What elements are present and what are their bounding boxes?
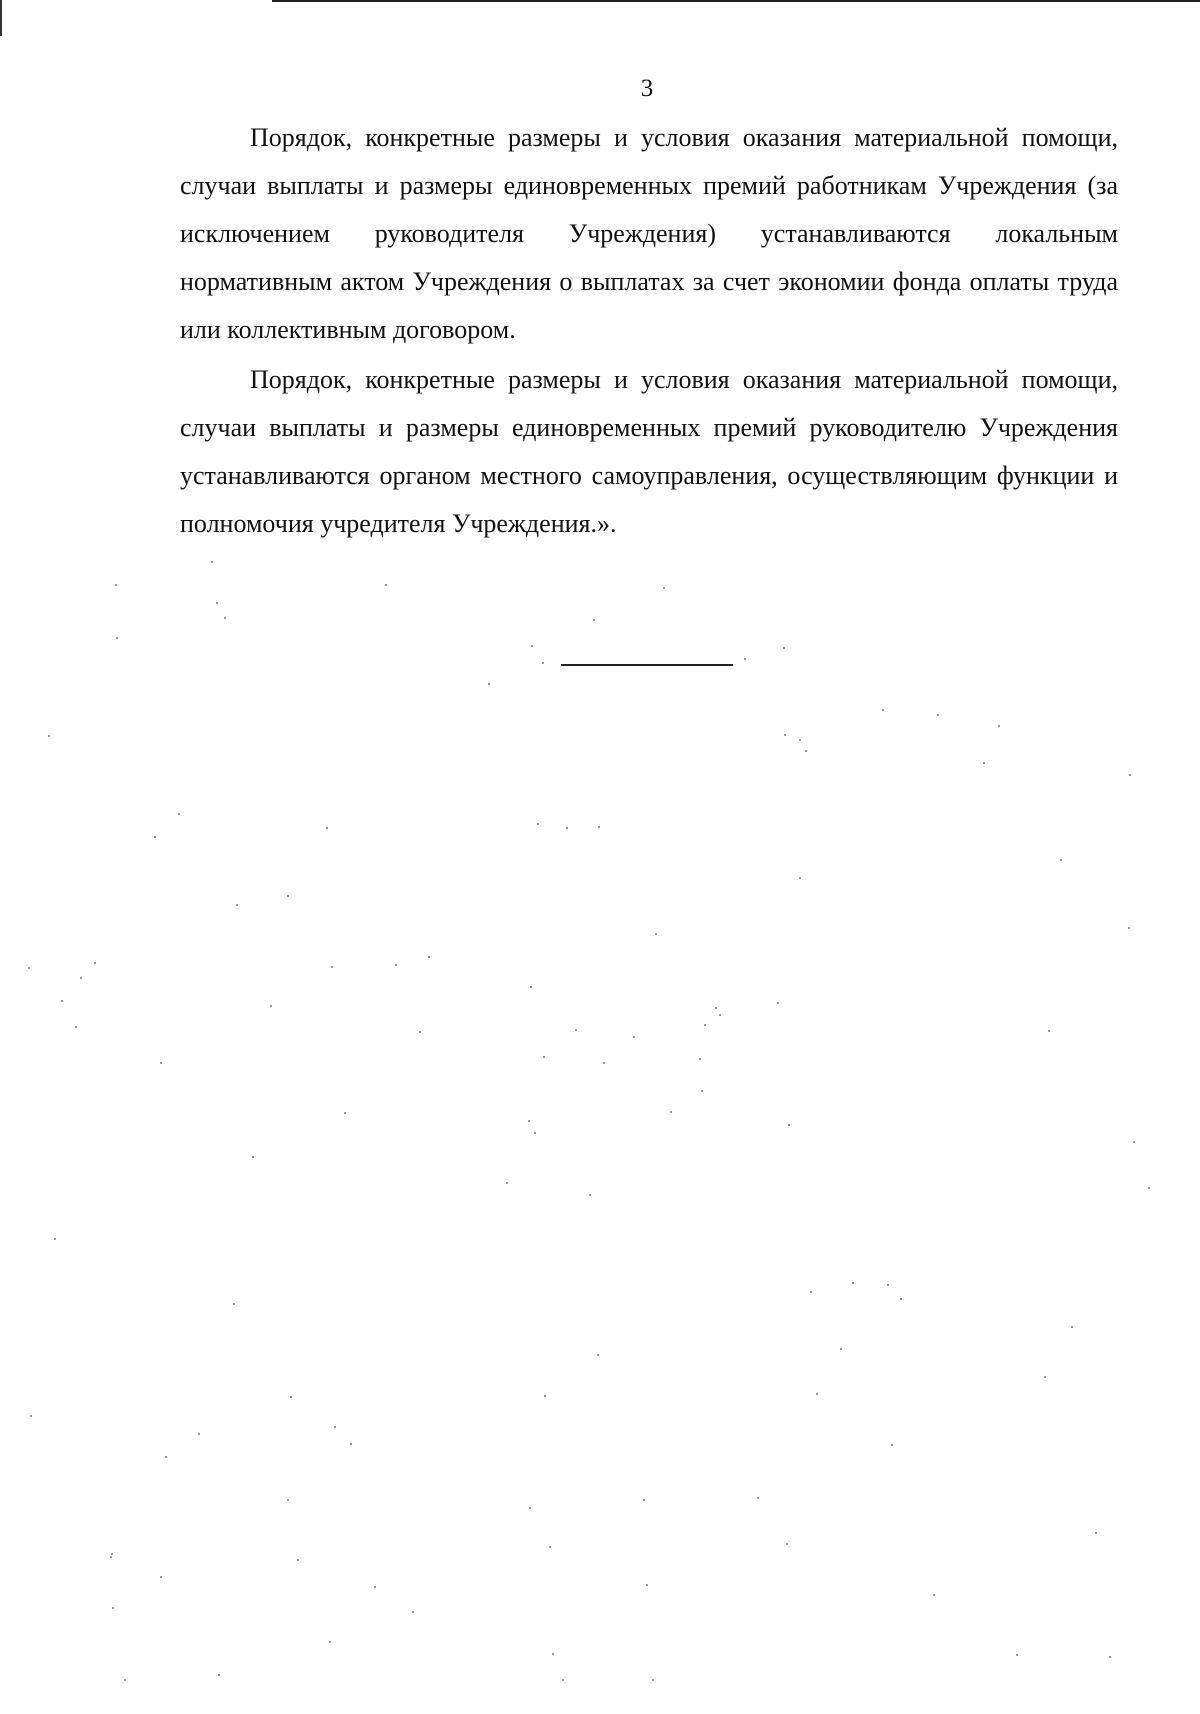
scan-speck: [719, 1014, 721, 1016]
scan-speck: [937, 714, 939, 716]
scan-speck: [218, 1674, 220, 1676]
scan-speck: [1133, 1141, 1135, 1143]
scan-speck: [28, 967, 30, 969]
scan-speck: [799, 877, 801, 879]
scan-speck: [852, 1282, 854, 1284]
scan-speck: [165, 1456, 167, 1458]
scan-speck: [160, 1062, 162, 1064]
scan-speck: [816, 1393, 818, 1395]
scan-speck: [350, 1443, 352, 1445]
scan-speck: [1128, 927, 1130, 929]
scan-speck: [784, 734, 786, 736]
scan-speck: [154, 836, 156, 838]
scan-speck: [344, 1112, 346, 1114]
scan-speck: [110, 1556, 112, 1558]
scan-speck: [704, 1024, 706, 1026]
scan-speck: [537, 823, 539, 825]
scan-speck: [598, 826, 600, 828]
scan-speck: [891, 1444, 893, 1446]
scan-speck: [652, 1679, 654, 1681]
scan-speck: [1071, 1326, 1073, 1328]
scan-speck: [788, 1124, 790, 1126]
scan-speck: [111, 1553, 113, 1555]
paragraph-employees-bonuses: Порядок, конкретные размеры и условия оказания материальной помощи, случаи выплаты и размеры единовременных премий работникам Учреждения (за исключением руководителя Учреждения) устанавливаются локальным нормативным актом Учреждения о выплатах за счет экономии фонда оплаты труда или коллективным договором.: [180, 123, 1118, 344]
scan-speck: [297, 1559, 299, 1561]
scan-speck: [80, 977, 82, 979]
scan-speck: [699, 1058, 701, 1060]
scan-speck: [224, 617, 226, 619]
scan-speck: [543, 1056, 545, 1058]
scan-speck: [786, 1543, 788, 1545]
scan-speck: [715, 1007, 717, 1009]
scan-speck: [326, 827, 328, 829]
scan-speck: [385, 584, 387, 586]
scan-speck: [112, 1607, 114, 1609]
scan-speck: [54, 1238, 56, 1240]
scan-speck: [534, 1132, 536, 1134]
scan-speck: [329, 1641, 331, 1643]
scan-speck: [575, 1029, 577, 1031]
scan-speck: [562, 1679, 564, 1681]
scan-speck: [633, 1036, 635, 1038]
document-body: [180, 114, 1118, 550]
scan-speck: [663, 587, 665, 589]
scan-speck: [528, 1120, 530, 1122]
closing-separator-line: [561, 664, 733, 666]
scan-speck: [1048, 1030, 1050, 1032]
paragraph-director-bonuses: Порядок, конкретные размеры и условия оказания материальной помощи, случаи выплаты и размеры единовременных премий руководителю Учреждения устанавливаются органом местного самоуправления, осуществляющим функции и полномочия учредителя Учреждения.».: [180, 365, 1118, 538]
scan-speck: [334, 1426, 336, 1428]
scan-speck: [61, 1000, 63, 1002]
scan-speck: [30, 1415, 32, 1417]
scan-speck: [566, 827, 568, 829]
scan-speck: [1129, 774, 1131, 776]
scan-speck: [549, 1546, 551, 1548]
scan-speck: [757, 1497, 759, 1499]
scan-speck: [643, 1499, 645, 1501]
scan-speck: [419, 1031, 421, 1033]
scan-speck: [799, 739, 801, 741]
scan-speck: [933, 1594, 935, 1596]
scan-speck: [395, 964, 397, 966]
scan-speck: [428, 956, 430, 958]
scan-speck: [160, 1576, 162, 1578]
scan-speck: [287, 895, 289, 897]
scan-speck: [115, 584, 117, 586]
scan-speck: [670, 1111, 672, 1113]
scan-speck: [646, 1584, 648, 1586]
scan-speck: [655, 933, 657, 935]
scan-speck: [531, 645, 533, 647]
scan-speck: [744, 658, 746, 660]
scan-speck: [593, 619, 595, 621]
scan-speck: [236, 904, 238, 906]
scan-speck: [983, 762, 985, 764]
scan-speck: [552, 1653, 554, 1655]
scan-speck: [270, 1005, 272, 1007]
scan-speck: [805, 750, 807, 752]
scan-speck: [124, 1679, 126, 1681]
scan-speck: [1060, 859, 1062, 861]
scan-speck: [1109, 1656, 1111, 1658]
scan-speck: [94, 962, 96, 964]
scan-speck: [233, 1303, 235, 1305]
scan-speck: [1044, 1376, 1046, 1378]
page-number: 3: [640, 75, 654, 102]
scan-speck: [290, 1396, 292, 1398]
scan-speck: [810, 1291, 812, 1293]
scan-speck: [252, 1156, 254, 1158]
scan-speck: [887, 1284, 889, 1286]
scan-speck: [530, 986, 532, 988]
scan-speck: [412, 1611, 414, 1613]
scan-speck: [783, 647, 785, 649]
scan-speck: [1016, 1654, 1018, 1656]
scan-speck: [116, 637, 118, 639]
scan-speck: [211, 561, 213, 563]
scan-speck: [198, 1433, 200, 1435]
scan-speck: [374, 1586, 376, 1588]
scan-speck: [75, 1026, 77, 1028]
top-scan-edge-line: [272, 0, 1200, 2]
scan-speck: [287, 1499, 289, 1501]
scan-speck: [506, 1182, 508, 1184]
scan-speck: [589, 1194, 591, 1196]
scan-speck: [998, 725, 1000, 727]
scan-speck: [529, 1507, 531, 1509]
scan-speck: [1148, 1187, 1150, 1189]
scan-speck: [544, 1395, 546, 1397]
scan-speck: [840, 1348, 842, 1350]
scan-speck: [48, 735, 50, 737]
scan-speck: [597, 1354, 599, 1356]
scan-speck: [542, 662, 544, 664]
left-scan-edge-line: [0, 0, 2, 36]
scan-speck: [603, 1062, 605, 1064]
scan-speck: [178, 813, 180, 815]
scan-speck: [1095, 1532, 1097, 1534]
scan-speck: [777, 1002, 779, 1004]
scan-speck: [701, 1090, 703, 1092]
scan-speck: [488, 683, 490, 685]
scan-speck: [216, 602, 218, 604]
scan-speck: [900, 1298, 902, 1300]
scan-speck: [882, 709, 884, 711]
scan-speck: [331, 966, 333, 968]
